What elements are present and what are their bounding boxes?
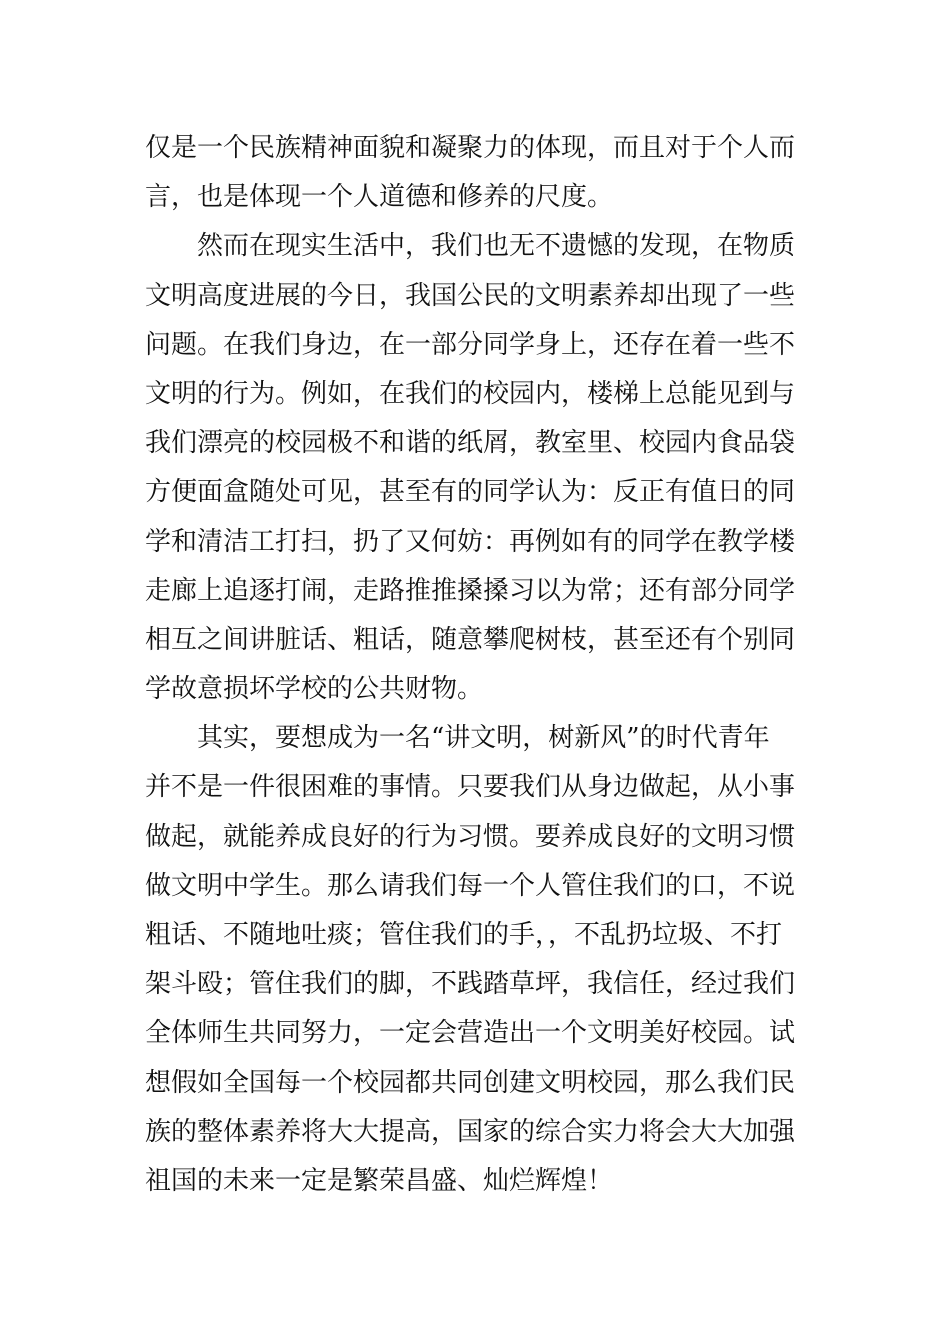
text-line: 粗话、不随地吐痰；管住我们的手，，不乱扔垃圾、不打: [145, 920, 783, 950]
text-line: 并不是一件很困难的事情。只要我们从身边做起，从小事: [145, 772, 796, 803]
text-line: 架斗殴；管住我们的脚，不践踏草坪，我信任，经过我们: [145, 969, 796, 1000]
text-line: 相互之间讲脏话、粗话，随意攀爬树枝，甚至还有个别同: [145, 624, 796, 655]
text-line: 问题。在我们身边，在一部分同学身上，还存在着一些不: [145, 329, 796, 360]
paragraph: [145, 124, 810, 222]
text-line: 我们漂亮的校园极不和谐的纸屑，教室里、校园内食品袋: [145, 428, 796, 459]
text-line: 其实，要想成为一名“讲文明，树新风”的时代青年: [197, 723, 770, 754]
text-line: 文明的行为。例如，在我们的校园内，楼梯上总能见到与: [145, 378, 796, 409]
text-line: 文明高度进展的今日，我国公民的文明素养却出现了一些: [145, 280, 796, 311]
text-line: 方便面盒随处可见，甚至有的同学认为：反正有值日的同: [145, 477, 796, 508]
text-line: 学故意损坏学校的公共财物。: [145, 674, 484, 705]
text-line: 全体师生共同努力，一定会营造出一个文明美好校园。试: [145, 1018, 796, 1049]
text-line: 言，也是体现一个人道德和修养的尺度。: [145, 182, 614, 213]
paragraph: [145, 714, 810, 1206]
text-line: 做文明中学生。那么请我们每一个人管住我们的口，不说: [145, 870, 796, 901]
text-line: 做起，就能养成良好的行为习惯。要养成良好的文明习惯: [145, 821, 796, 852]
text-line: 然而在现实生活中，我们也无不遗憾的发现，在物质: [197, 231, 796, 262]
text-line: 学和清洁工打扫，扔了又何妨：再例如有的同学在教学楼: [145, 526, 796, 557]
text-line: 仅是一个民族精神面貌和凝聚力的体现，而且对于个人而: [145, 133, 796, 163]
text-line: 族的整体素养将大大提高，国家的综合实力将会大大加强: [145, 1116, 796, 1147]
text-line: 走廊上追逐打闹，走路推推搡搡习以为常；还有部分同学: [145, 575, 796, 606]
text-line: 想假如全国每一个校园都共同创建文明校园，那么我们民: [145, 1067, 796, 1098]
body-text: [145, 124, 810, 1206]
paragraph: [145, 222, 810, 714]
text-line: 祖国的未来一定是繁荣昌盛、灿烂辉煌！: [145, 1165, 614, 1196]
